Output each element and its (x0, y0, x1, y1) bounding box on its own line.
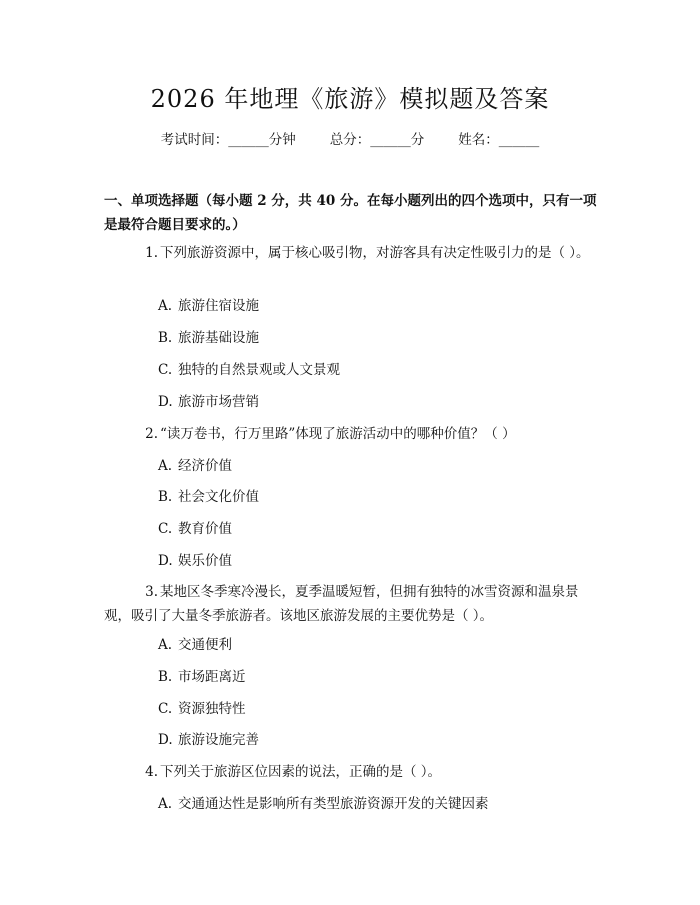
option-text: 娱乐价值 (178, 553, 232, 569)
option-letter: B. (158, 330, 173, 346)
option-letter: C. (158, 362, 173, 378)
option-1b (158, 328, 598, 348)
exam-name: 姓名：______ (458, 132, 540, 148)
option-2a (158, 456, 598, 476)
option-letter: D. (158, 394, 173, 410)
option-letter: D. (158, 732, 173, 748)
question-4 (104, 760, 594, 784)
option-text: 交通通达性是影响所有类型旅游资源开发的关键因素 (178, 796, 489, 812)
option-letter: D. (158, 553, 173, 569)
option-letter: A. (158, 637, 173, 653)
option-2c (158, 519, 598, 539)
option-text: 旅游基础设施 (178, 330, 259, 346)
section-heading: 一、单项选择题（每小题 2 分，共 40 分。在每小题列出的四个选项中，只有一项是最符合题目要求的。） (104, 193, 597, 233)
question-text: 下列旅游资源中，属于核心吸引物，对游客具有决定性吸引力的是（ ）。 (160, 245, 590, 261)
option-letter: A. (158, 796, 173, 812)
option-text: 旅游设施完善 (178, 732, 259, 748)
option-text: 资源独特性 (178, 701, 246, 717)
page-title: 2026 年地理《旅游》模拟题及答案 (150, 85, 550, 113)
option-4a (158, 794, 598, 814)
option-2d (158, 551, 598, 571)
option-text: 独特的自然景观或人文景观 (178, 362, 340, 378)
question-2 (104, 422, 594, 446)
option-letter: A. (158, 298, 173, 314)
option-text: 旅游市场营销 (178, 394, 259, 410)
option-3b (158, 667, 598, 687)
question-text: “读万卷书，行万里路”体现了旅游活动中的哪种价值？（ ） (160, 426, 516, 442)
question-1 (104, 241, 594, 265)
option-text: 社会文化价值 (178, 489, 259, 505)
question-number: 3. (145, 584, 158, 600)
option-letter: C. (158, 521, 173, 537)
exam-time: 考试时间：______分钟 (160, 132, 296, 148)
option-text: 交通便利 (178, 637, 232, 653)
option-2b (158, 487, 598, 507)
option-letter: C. (158, 701, 173, 717)
option-letter: B. (158, 669, 173, 685)
question-text: 某地区冬季寒冷漫长，夏季温暖短暂，但拥有独特的冰雪资源和温泉景观，吸引了大量冬季旅游者。该地区旅游发展的主要优势是（ ）。 (104, 584, 579, 624)
option-1d (158, 392, 598, 412)
option-1a (158, 296, 598, 316)
option-text: 市场距离近 (178, 669, 246, 685)
exam-score: 总分：______分 (329, 132, 425, 148)
option-letter: B. (158, 489, 173, 505)
option-text: 教育价值 (178, 521, 232, 537)
option-text: 旅游住宿设施 (178, 298, 259, 314)
option-text: 经济价值 (178, 458, 232, 474)
question-3 (104, 580, 594, 628)
option-3a (158, 635, 598, 655)
question-number: 1. (145, 245, 158, 261)
question-text: 下列关于旅游区位因素的说法，正确的是（ ）。 (160, 764, 442, 780)
option-1c (158, 360, 598, 380)
option-3d (158, 730, 598, 750)
option-letter: A. (158, 458, 173, 474)
question-number: 2. (145, 426, 158, 442)
exam-info (0, 130, 700, 150)
option-3c (158, 699, 598, 719)
question-number: 4. (145, 764, 158, 780)
